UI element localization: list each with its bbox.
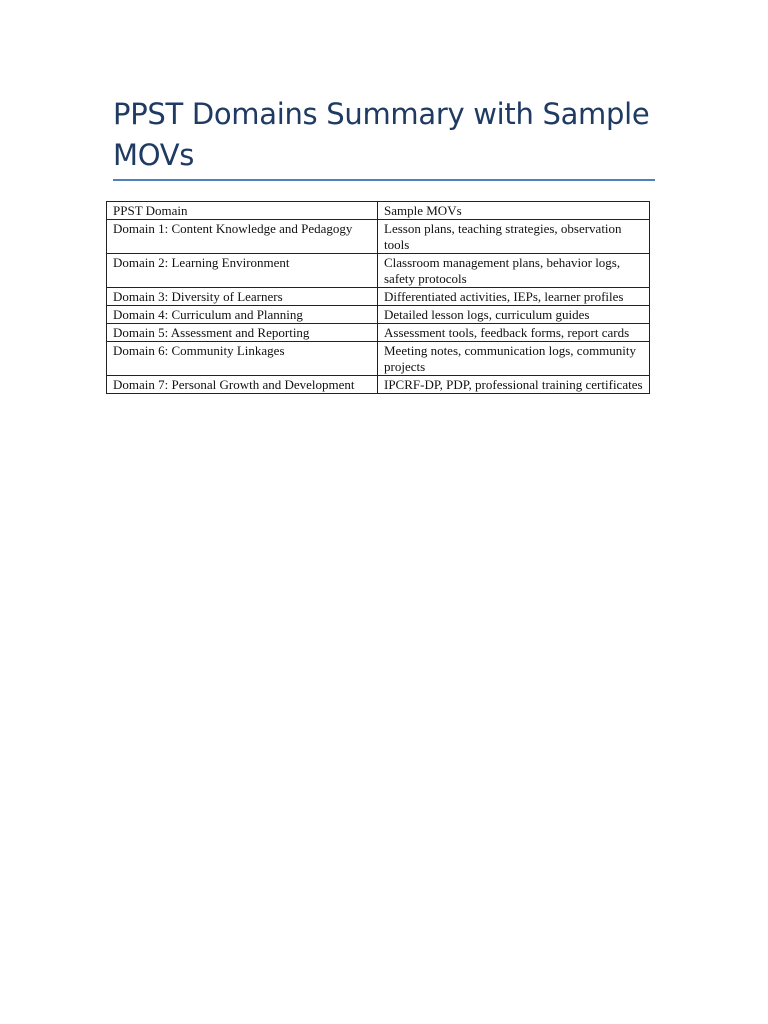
table-row bbox=[107, 324, 650, 342]
domain-cell: Domain 6: Community Linkages bbox=[107, 342, 378, 376]
ppst-domains-table bbox=[106, 201, 650, 394]
domain-cell: Domain 2: Learning Environment bbox=[107, 254, 378, 288]
table-row bbox=[107, 254, 650, 288]
table-row bbox=[107, 342, 650, 376]
movs-cell: IPCRF-DP, PDP, professional training certificates bbox=[378, 376, 650, 394]
header-cell-sample-movs: Sample MOVs bbox=[378, 202, 650, 220]
table-header-row bbox=[107, 202, 650, 220]
document-title: PPST Domains Summary with Sample MOVs bbox=[113, 97, 650, 172]
table-row bbox=[107, 288, 650, 306]
movs-cell: Meeting notes, communication logs, community projects bbox=[378, 342, 650, 376]
title-underline-rule bbox=[113, 179, 655, 181]
table-row bbox=[107, 220, 650, 254]
domain-cell: Domain 4: Curriculum and Planning bbox=[107, 306, 378, 324]
header-cell-ppst-domain: PPST Domain bbox=[107, 202, 378, 220]
movs-cell: Classroom management plans, behavior logs, safety protocols bbox=[378, 254, 650, 288]
movs-cell: Lesson plans, teaching strategies, observation tools bbox=[378, 220, 650, 254]
domain-cell: Domain 3: Diversity of Learners bbox=[107, 288, 378, 306]
movs-cell: Assessment tools, feedback forms, report cards bbox=[378, 324, 650, 342]
movs-cell: Differentiated activities, IEPs, learner profiles bbox=[378, 288, 650, 306]
movs-cell: Detailed lesson logs, curriculum guides bbox=[378, 306, 650, 324]
domain-cell: Domain 5: Assessment and Reporting bbox=[107, 324, 378, 342]
domain-cell: Domain 1: Content Knowledge and Pedagogy bbox=[107, 220, 378, 254]
table-row bbox=[107, 376, 650, 394]
table-row bbox=[107, 306, 650, 324]
domain-cell: Domain 7: Personal Growth and Development bbox=[107, 376, 378, 394]
